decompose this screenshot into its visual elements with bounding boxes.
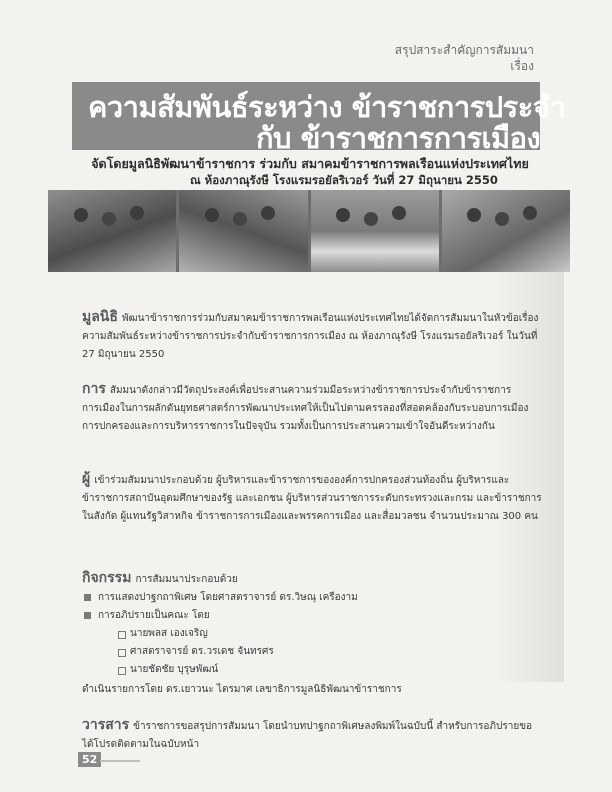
list-item [82, 607, 542, 679]
hollow-bullet-icon [118, 667, 126, 675]
list-item [116, 625, 542, 643]
paragraph-participants [82, 470, 542, 526]
paragraph-text: ข้าราชการขอสรุปการสัมมนา โดยนำบทปาฐกถาพิเศษลงพิมพ์ในฉบับนี้ สำหรับการอภิปรายขอได้โปรดติดตามในฉบับหน้า [82, 721, 533, 750]
paragraph-text: เข้าร่วมสัมมนาประกอบด้วย ผู้บริหารและข้าราชการขององค์การปกครองส่วนท้องถิ่น ผู้บริหารและข้าราชการสถาบันอุดมศึกษาของรัฐ และเอกชน ผู้บริหารส่วนราชการระดับกระทรวงและกรม และข้าราชการในสังกัด ผู้แทนรัฐวิสาหกิจ ข้าราชการการเมืองและพรรคการเมือง และสื่อมวลชน จำนวนประมาณ 300 คน [82, 475, 542, 522]
title-line-1: ความสัมพันธ์ระหว่าง ข้าราชการประจำ [88, 90, 566, 124]
paragraph-lead: การ [82, 381, 106, 397]
paragraph-lead: ผู้ [82, 471, 91, 487]
event-photo [442, 190, 570, 272]
panelist-list [98, 625, 542, 679]
panelist-name: นายชัดชัย บุรุษพัฒน์ [130, 664, 219, 675]
paragraph-text: สัมมนาดังกล่าวมีวัตถุประสงค์เพื่อประสานความร่วมมือระหว่างข้าราชการประจำกับข้าราชการการเมืองในการผลักดันยุทธศาสตร์การพัฒนาประเทศให้เป็นไปตามครรลองที่สอดคล้องกับระบอบการเมืองการปกครองและการบริหารราชการในปัจจุบัน รวมทั้งเป็นการประสานความเข้าใจอันดีระหว่างกัน [82, 385, 529, 432]
hollow-bullet-icon [118, 631, 126, 639]
paragraph-lead: มูลนิธิ [82, 309, 118, 325]
panelist-name: ศาสตราจารย์ ดร.วรเดช จันทรศร [130, 646, 274, 657]
section-activities [82, 569, 542, 699]
activity-item-text: การแสดงปาฐกถาพิเศษ โดยศาสตราจารย์ ดร.วิษณุ เครืองาม [98, 592, 358, 603]
photo-strip [48, 190, 570, 272]
activity-item-text: การอภิปรายเป็นคณะ โดย [98, 610, 210, 621]
paragraph-text: พัฒนาข้าราชการร่วมกับสมาคมข้าราชการพลเรือนแห่งประเทศไทยได้จัดการสัมมนาในหัวข้อเรื่อง ความสัมพันธ์ระหว่างข้าราชการประจำกับข้าราชการการเมือง ณ ห้องภาณุรังษี โรงแรมรอยัลริเวอร์ ในวันที่ 27 มิถุนายน 2550 [82, 313, 539, 360]
list-item [82, 589, 542, 607]
hollow-bullet-icon [118, 649, 126, 657]
kicker [395, 42, 534, 74]
panelist-name: นายพลส เองเจริญ [130, 628, 208, 639]
paragraph-journal [82, 716, 542, 754]
kicker-line-2: เรื่อง [510, 59, 534, 73]
venue-line: ณ ห้องภาณุรังษี โรงแรมรอยัลริเวอร์ วันที่ 27 มิถุนายน 2550 [190, 173, 498, 187]
activities-intro: การสัมมนาประกอบด้วย [135, 574, 238, 585]
event-photo [179, 190, 307, 272]
moderator-line: ดำเนินรายการโดย ดร.เยาวนะ ไตรมาศ เลขาธิการมูลนิธิพัฒนาข้าราชการ [82, 684, 402, 695]
event-photo [311, 190, 439, 272]
list-item [116, 661, 542, 679]
organizer-line: จัดโดยมูลนิธิพัฒนาข้าราชการ ร่วมกับ สมาคมข้าราชการพลเรือนแห่งประเทศไทย [91, 156, 529, 171]
title-line-2: กับ ข้าราชการการเมือง [256, 121, 541, 155]
activities-heading [82, 569, 542, 589]
page-number: 52 [78, 752, 101, 767]
square-bullet-icon [84, 612, 91, 619]
activity-list [82, 589, 542, 679]
paragraph-foundation [82, 308, 542, 364]
paragraph-lead: กิจกรรม [82, 570, 132, 586]
event-photo [48, 190, 176, 272]
footer-rule [100, 760, 140, 762]
square-bullet-icon [84, 594, 91, 601]
list-item [116, 643, 542, 661]
paragraph-purpose [82, 380, 542, 436]
paragraph-lead: วารสาร [82, 717, 130, 733]
kicker-line-1: สรุปสาระสำคัญการสัมมนา [394, 43, 534, 57]
